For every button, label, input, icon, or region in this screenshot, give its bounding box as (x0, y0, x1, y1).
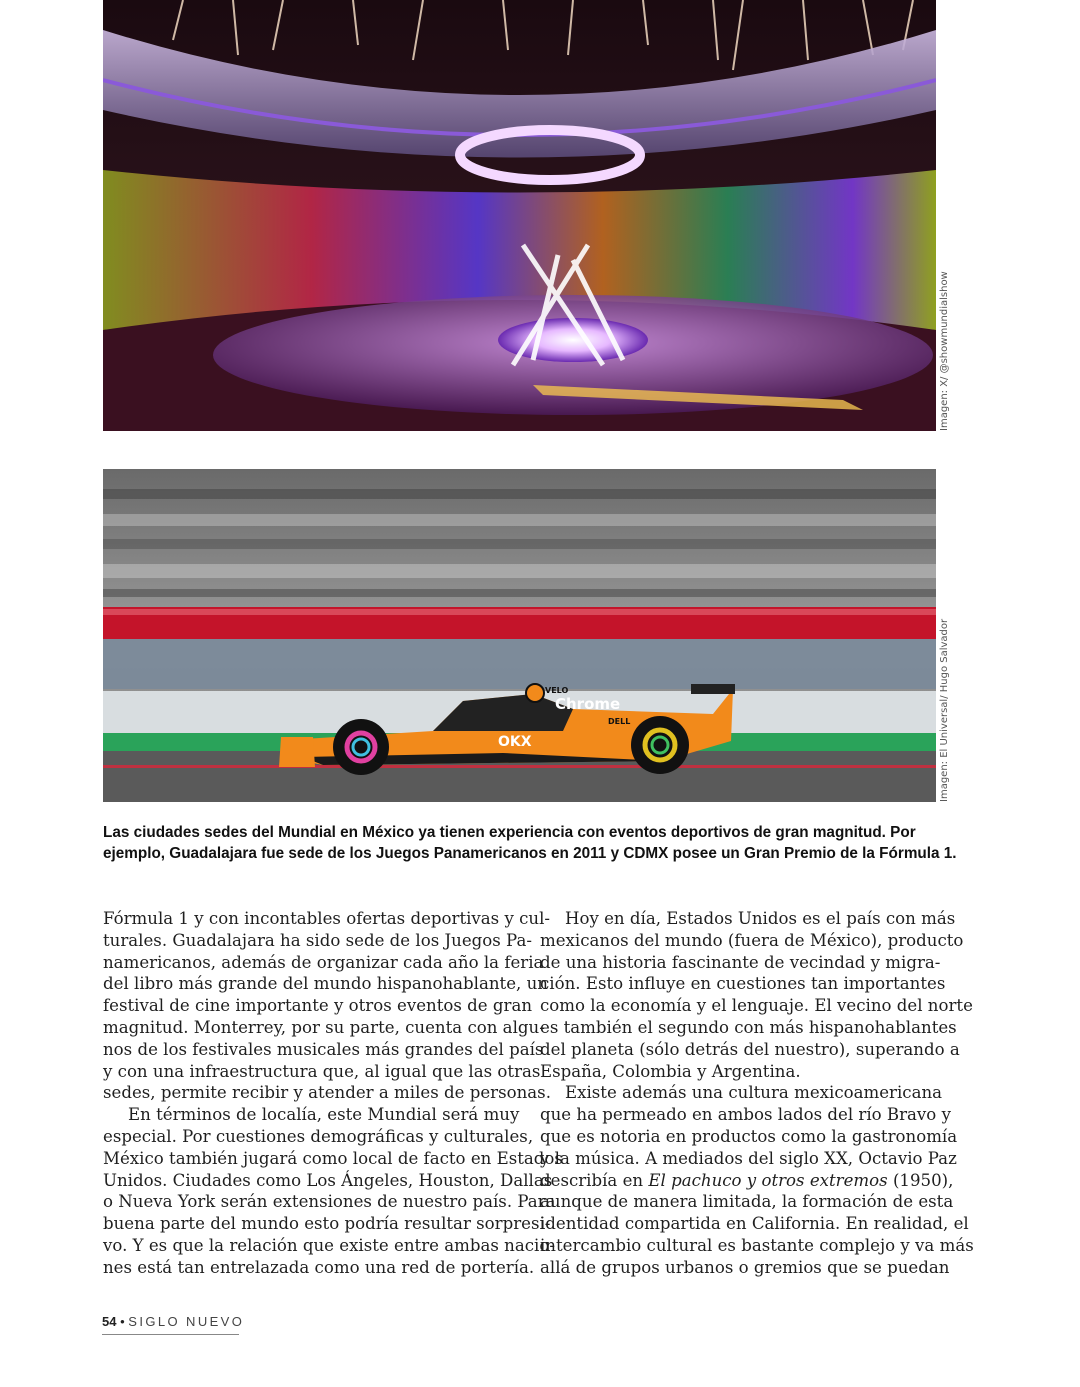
livery-nose-badge: OKX (498, 734, 532, 750)
magazine-name: SIGLO NUEVO (128, 1314, 245, 1329)
article-line: mexicanos del mundo (fuera de México), producto (540, 930, 964, 950)
article-line: de una historia fascinante de vecindad y migra- (540, 952, 941, 972)
caption-line: Las ciudades sedes del Mundial en México ya tienen experiencia con eventos deportivos de gran magnitud. Por (103, 824, 916, 841)
article-line: del planeta (sólo detrás del nuestro), superando a (540, 1039, 960, 1059)
article-line: buena parte del mundo esto podría resultar sorpresi- (103, 1214, 551, 1234)
book-title: El pachuco y otros extremos (648, 1170, 888, 1190)
article-line: Hoy en día, Estados Unidos es el país con más (565, 909, 956, 928)
article-line: identidad compartida en California. En realidad, el (540, 1214, 969, 1234)
article-line: Unidos. Ciudades como Los Ángeles, Houston, Dallas (103, 1170, 553, 1190)
article-line: namericanos, además de organizar cada año la feria (103, 952, 544, 972)
article-line: como la economía y el lenguaje. El vecino del norte (540, 996, 973, 1016)
text-segment: (1950), (887, 1170, 954, 1190)
article-line: o Nueva York serán extensiones de nuestro país. Para (103, 1192, 556, 1212)
page-number: 54 (102, 1314, 117, 1329)
livery-side-badge: DELL (608, 717, 631, 726)
article-column-right (540, 908, 974, 1279)
photo-credit-formula1: Imagen: El Universal/ Hugo Salvador (939, 618, 950, 802)
photo-caption (103, 822, 957, 864)
article-line: aunque de manera limitada, la formación de esta (540, 1192, 954, 1212)
folio-separator: • (120, 1314, 125, 1329)
article-line: México también jugará como local de facto en Estados (103, 1148, 563, 1168)
article-line: y la música. A mediados del siglo XX, Octavio Paz (540, 1148, 957, 1168)
article-line: En términos de localía, este Mundial será muy (128, 1105, 520, 1125)
article-line: allá de grupos urbanos o gremios que se puedan (540, 1257, 950, 1277)
article-line: vo. Y es que la relación que existe entre ambas nacio- (103, 1235, 555, 1255)
article-line: sedes, permite recibir y atender a miles de personas. (103, 1083, 551, 1103)
livery-sponsor-small: VELO (545, 686, 569, 695)
article-line: nos de los festivales musicales más grandes del país (103, 1039, 544, 1059)
article-line: es también el segundo con más hispanohablantes (540, 1017, 957, 1037)
article-line: magnitud. Monterrey, por su parte, cuenta con algu- (103, 1017, 545, 1037)
article-line: Existe además una cultura mexicoamericana (565, 1083, 943, 1103)
article-line: España, Colombia y Argentina. (540, 1061, 801, 1081)
article-line: intercambio cultural es bastante complejo y va más (540, 1235, 974, 1255)
livery-sponsor-main: Chrome (555, 695, 621, 713)
text-segment: describía en (540, 1170, 649, 1190)
formula1-photo (103, 469, 936, 802)
formula1-illustration (103, 469, 936, 802)
article-line: Fórmula 1 y con incontables ofertas deportivas y cul- (103, 909, 551, 928)
article-line: turales. Guadalajara ha sido sede de los Juegos Pa- (103, 930, 532, 950)
article-column-left (103, 908, 563, 1279)
stadium-illustration (103, 0, 936, 431)
article-line: que ha permeado en ambos lados del río Bravo y (540, 1105, 951, 1125)
stadium-ceremony-photo (103, 0, 936, 431)
article-line: ción. Esto influye en cuestiones tan importantes (540, 974, 946, 994)
article-line: y con una infraestructura que, al igual que las otras (103, 1061, 541, 1081)
photo-credit-stadium: Imagen: X/ @showmundialshow (939, 271, 950, 431)
article-line: especial. Por cuestiones demográficas y culturales, (103, 1126, 534, 1146)
article-line: nes está tan entrelazada como una red de portería. (103, 1257, 535, 1277)
article-line: festival de cine importante y otros eventos de gran (103, 996, 533, 1016)
page-folio (102, 1314, 245, 1335)
article-line: del libro más grande del mundo hispanohablante, un (103, 974, 548, 994)
caption-line: ejemplo, Guadalajara fue sede de los Juegos Panamericanos en 2011 y CDMX posee un Gran Premio de la Fórmula 1. (103, 845, 957, 862)
article-line: que es notoria en productos como la gastronomía (540, 1126, 958, 1146)
article-line-with-title (540, 1170, 954, 1192)
